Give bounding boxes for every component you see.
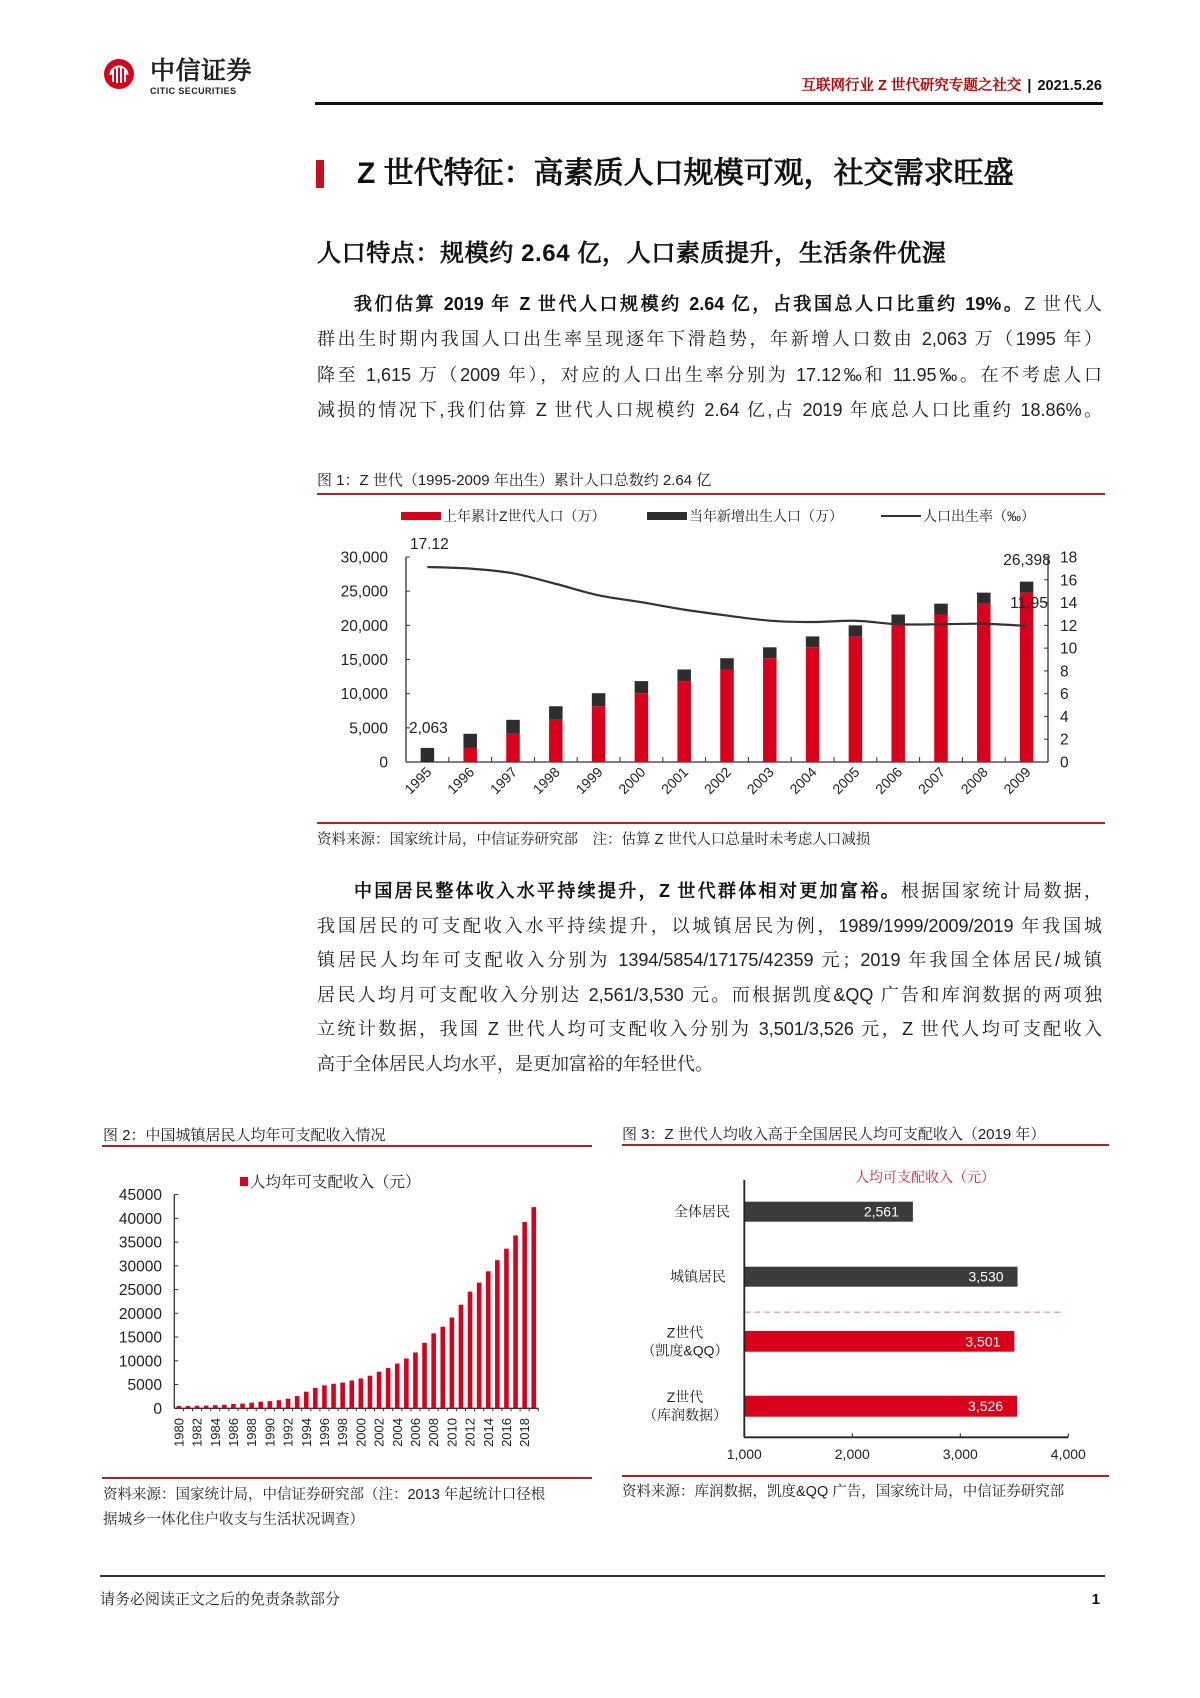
figure-2-top-rule (102, 1145, 592, 1147)
figure-3-chart (610, 1150, 1120, 1470)
income-bar (477, 1283, 482, 1409)
figure-1-title: 图 1：Z 世代（1995-2009 年出生）累计人口总数约 2.64 亿 (317, 472, 712, 489)
x-axis-label: 1998 (529, 763, 563, 798)
x-axis-label: 2006 (407, 1418, 423, 1447)
report-header (802, 77, 1103, 95)
x-axis-label: 2005 (829, 763, 863, 798)
paragraph-population (317, 287, 1102, 428)
bar-value-label: 3,501 (965, 1333, 1001, 1350)
right-axis-label: 18 (1060, 549, 1078, 567)
bar-new-births (806, 636, 820, 647)
left-axis-label: 15,000 (340, 652, 388, 669)
chart3-canvas (641, 1169, 1086, 1462)
income-bar (349, 1381, 354, 1409)
x-axis-label: 2008 (426, 1418, 442, 1447)
category-label: （库润数据） (643, 1407, 727, 1424)
income-bar (295, 1396, 300, 1408)
x-axis-label: 1,000 (726, 1446, 762, 1462)
bar-new-births (677, 669, 691, 681)
right-axis-label: 0 (1060, 754, 1069, 772)
x-axis-label: 2000 (353, 1418, 369, 1447)
x-axis-label: 1996 (316, 1418, 332, 1447)
income-bar (495, 1260, 500, 1408)
bar-cumulative (720, 669, 734, 762)
chart1-canvas (341, 508, 1078, 797)
x-axis-label: 2006 (871, 763, 906, 798)
paragraph-line: 高于全体居民人均水平，是更加富裕的年轻世代。 (317, 1053, 713, 1074)
income-bar (504, 1249, 509, 1409)
income-bar (359, 1378, 364, 1408)
x-axis-label: 2000 (615, 763, 649, 798)
income-bar (258, 1402, 263, 1409)
logo-text-en: CITIC SECURITIES (150, 86, 237, 96)
right-axis-label: 8 (1060, 663, 1069, 681)
bar-cumulative (635, 693, 649, 762)
bold-lead: 中国居民整体收入水平持续提升，Z 世代群体相对更加富裕。 (354, 881, 901, 901)
chart3-legend: 人均可支配收入（元） (855, 1169, 995, 1185)
income-bar (177, 1406, 182, 1408)
bar-new-births (506, 720, 520, 734)
bar-new-births (1020, 582, 1034, 593)
bar-cumulative (506, 734, 520, 762)
y-axis-label: 35000 (118, 1234, 162, 1252)
right-axis-label: 10 (1060, 640, 1078, 658)
bar-cumulative (849, 636, 863, 762)
income-bar (486, 1271, 491, 1408)
section-marker (316, 160, 324, 188)
x-axis-label: 2002 (371, 1418, 387, 1447)
y-axis-label: 40000 (118, 1210, 162, 1228)
subsection-title: 人口特点：规模约 2.64 亿，人口素质提升，生活条件优渥 (317, 240, 947, 267)
x-axis-label: 3,000 (942, 1446, 978, 1462)
data-label: 17.12 (410, 536, 449, 553)
category-label: 城镇居民 (670, 1268, 726, 1285)
source-line: 资料来源：国家统计局，中信证券研究部（注：2013 年起统计口径根 (103, 1487, 546, 1503)
section-title: Z 世代特征：高素质人口规模可观，社交需求旺盛 (357, 157, 1014, 190)
income-bar (268, 1401, 273, 1408)
paragraph-line: 群出生时期内我国人口出生率呈现逐年下滑趋势，年新增人口数由 2,063 万（1995 年） (317, 329, 1102, 350)
report-series-title: 互联网行业 Z 世代研究专题之社交 (801, 78, 1022, 94)
x-axis-label: 1992 (280, 1418, 296, 1447)
bar-new-births (977, 593, 991, 604)
category-label: Z世代 (666, 1324, 704, 1341)
paragraph-line: 减损的情况下,我们估算 Z 世代人口规模约 2.64 亿,占 2019 年底总人口比重约 18.86%。 (317, 399, 1102, 420)
figure-3-bottom-rule (622, 1475, 1109, 1477)
x-axis-label: 1994 (298, 1418, 314, 1447)
bar-new-births (720, 658, 734, 669)
x-axis-label: 1984 (207, 1418, 223, 1447)
income-bar (322, 1385, 327, 1408)
report-date: 2021.5.26 (1037, 78, 1102, 94)
y-axis-label: 25000 (118, 1282, 162, 1300)
income-bar (468, 1292, 473, 1409)
x-axis-label: 2001 (657, 763, 692, 798)
x-axis-label: 1982 (189, 1418, 205, 1447)
left-axis-label: 0 (379, 754, 388, 772)
right-axis-label: 2 (1060, 731, 1069, 749)
income-bar (513, 1235, 518, 1408)
x-axis-label: 1998 (335, 1418, 351, 1447)
x-axis-label: 1997 (486, 763, 521, 798)
right-axis-label: 4 (1060, 708, 1069, 726)
income-bar (531, 1207, 536, 1408)
bar-cumulative (934, 615, 948, 762)
bar-cumulative (549, 720, 563, 762)
source-line: 据城乡一体化住户收支与生活状况调查） (103, 1512, 364, 1528)
legend-swatch (401, 512, 441, 520)
x-axis-label: 2012 (462, 1418, 478, 1447)
left-axis-label: 30,000 (340, 549, 388, 567)
income-bar (277, 1400, 282, 1408)
category-label: Z世代 (666, 1389, 704, 1406)
figure-2-bottom-rule (102, 1477, 592, 1479)
x-axis-label: 1980 (171, 1418, 187, 1447)
line-text: 根据国家统计局数据， (901, 881, 1102, 901)
bar-cumulative (592, 706, 606, 762)
paragraph-line (317, 287, 1102, 322)
legend-label: 人均年可支配收入（元） (250, 1174, 421, 1191)
figure-3-title: 图 3：Z 世代人均收入高于全国居民人均可支配收入（2019 年） (622, 1126, 1046, 1143)
income-bar (286, 1399, 291, 1409)
x-axis-label: 1988 (244, 1418, 260, 1447)
bar-cumulative (806, 647, 820, 762)
logo-text-cn: 中信证券 (150, 58, 253, 85)
income-bar (413, 1352, 418, 1408)
bar-new-births (421, 748, 435, 762)
x-axis-label: 4,000 (1050, 1446, 1086, 1462)
legend-label: 人口出生率（‰） (923, 508, 1035, 524)
line-text: Z 世代人 (1024, 294, 1102, 314)
bar-new-births (849, 625, 863, 636)
income-bar (377, 1372, 382, 1409)
figure-1-bottom-rule (317, 822, 1105, 824)
header-separator: | (1027, 78, 1032, 94)
bar-cumulative (891, 625, 905, 762)
left-axis-label: 20,000 (340, 617, 388, 635)
right-axis-label: 16 (1060, 572, 1078, 590)
category-label: 全体居民 (674, 1203, 730, 1220)
income-bar (231, 1404, 236, 1408)
income-bar (204, 1406, 209, 1409)
income-bar (422, 1343, 427, 1408)
bar-value-label: 2,561 (863, 1203, 899, 1220)
paragraph-line: 镇居民人均年可支配收入分别为 1394/5854/17175/42359 元；2019 年我国全体居民/城镇 (317, 950, 1102, 970)
figure-2-chart (95, 1150, 595, 1470)
income-bar (440, 1327, 445, 1409)
figure-1-chart (317, 500, 1105, 818)
paragraph-line: 立统计数据，我国 Z 世代人均可支配收入分别为 3,501/3,526 元，Z 世代人均可支配收入 (317, 1019, 1102, 1039)
x-axis-label: 2004 (786, 763, 820, 798)
bar-value-label: 3,530 (968, 1268, 1004, 1285)
bar-new-births (463, 734, 477, 748)
x-axis-label: 1999 (572, 763, 606, 798)
bar-cumulative (977, 604, 991, 762)
bar-new-births (592, 693, 606, 706)
bar-cumulative (677, 681, 691, 762)
chart1-legend (401, 508, 1035, 524)
income-bar (186, 1406, 191, 1408)
page-header (0, 0, 1200, 110)
x-axis-label: 2016 (498, 1418, 514, 1447)
paragraph-line: 居民人均月可支配收入分别达 2,561/3,530 元。而根据凯度&QQ 广告和库润数据的两项独 (317, 984, 1102, 1005)
right-axis-label: 12 (1060, 617, 1078, 635)
figure-1-source: 资料来源：国家统计局，中信证券研究部 注：估算 Z 世代人口总量时未考虑人口减损 (317, 832, 871, 848)
y-axis-label: 5000 (127, 1377, 162, 1395)
x-axis-label: 1990 (262, 1418, 278, 1447)
category-label: （凯度&QQ） (641, 1342, 729, 1359)
income-bar (331, 1384, 336, 1409)
data-label: 2,063 (409, 720, 448, 737)
income-bar (368, 1376, 373, 1409)
right-axis-label: 14 (1060, 595, 1078, 613)
x-axis-label: 1986 (225, 1418, 241, 1447)
bar-new-births (549, 706, 563, 720)
income-bar (240, 1404, 245, 1409)
x-axis-label: 2014 (480, 1418, 496, 1447)
x-axis-label: 2007 (914, 763, 949, 798)
y-axis-label: 10000 (118, 1353, 162, 1371)
page-number: 1 (1091, 1591, 1100, 1608)
x-axis-label: 2004 (389, 1418, 405, 1447)
y-axis-label: 20000 (118, 1305, 162, 1323)
bar-value-label: 3,526 (968, 1398, 1004, 1415)
legend-label: 当年新增出生人口（万） (689, 508, 843, 524)
bold-lead: 我们估算 2019 年 Z 世代人口规模约 2.64 亿，占我国总人口比重约 19%。 (354, 294, 1025, 314)
income-bar (522, 1222, 527, 1408)
legend-label: 上年累计Z世代人口（万） (443, 508, 606, 524)
income-bar (195, 1406, 200, 1409)
income-bar (459, 1305, 464, 1409)
left-axis-label: 10,000 (340, 686, 388, 704)
figure-2-title: 图 2：中国城镇居民人均年可支配收入情况 (103, 1127, 386, 1144)
y-axis-label: 45000 (118, 1187, 162, 1205)
income-bar (213, 1405, 218, 1408)
citic-logo-icon (103, 58, 135, 90)
header-rule (315, 102, 1103, 105)
data-label: 26,398 (1003, 552, 1051, 569)
income-bar (431, 1333, 436, 1408)
left-axis-label: 25,000 (340, 583, 388, 601)
x-axis-label: 1995 (401, 763, 435, 798)
x-axis-label: 2010 (444, 1418, 460, 1447)
figure-3-top-rule (622, 1144, 1109, 1146)
data-label: 11.95 (1010, 595, 1048, 612)
figure-3-source: 资料来源：库润数据，凯度&QQ 广告，国家统计局，中信证券研究部 (622, 1484, 1065, 1500)
legend-swatch (240, 1177, 248, 1186)
income-bar (249, 1403, 254, 1409)
income-bar (450, 1318, 455, 1409)
bar-new-births (763, 647, 777, 658)
income-bar (340, 1383, 345, 1409)
left-axis-label: 5,000 (349, 720, 388, 738)
income-bar (395, 1364, 400, 1409)
bar-cumulative (763, 658, 777, 762)
paragraph-line (317, 874, 1102, 909)
y-axis-label: 30000 (118, 1258, 162, 1276)
legend-swatch (647, 512, 687, 520)
x-axis-label: 2018 (517, 1418, 533, 1447)
paragraph-line: 我国居民的可支配收入水平持续提升，以城镇居民为例，1989/1999/2009/2019 年我国城 (317, 915, 1102, 936)
income-bar (404, 1358, 409, 1408)
x-axis-label: 2002 (700, 763, 735, 798)
income-bar (304, 1392, 309, 1409)
bar-cumulative (1020, 593, 1034, 762)
x-axis-label: 2008 (957, 763, 991, 798)
income-bar (222, 1405, 227, 1409)
y-axis-label: 15000 (118, 1329, 162, 1347)
x-axis-label: 2009 (1000, 763, 1034, 798)
bar-new-births (934, 604, 948, 615)
x-axis-label: 2003 (743, 763, 777, 798)
footer-rule (100, 1575, 1105, 1577)
bar-cumulative (463, 748, 477, 762)
chart2-canvas (119, 1172, 538, 1447)
figure-2-source (103, 1483, 545, 1533)
x-axis-label: 2,000 (834, 1446, 870, 1462)
right-axis-label: 6 (1060, 686, 1069, 704)
paragraph-income (317, 874, 1102, 1081)
income-bar (386, 1368, 391, 1408)
bar-new-births (635, 681, 649, 693)
paragraph-line: 降至 1,615 万（2009 年），对应的人口出生率分别为 17.12‰和 11.95‰。在不考虑人口 (317, 364, 1102, 385)
y-axis-label: 0 (153, 1400, 162, 1418)
income-bar (313, 1388, 318, 1408)
x-axis-label: 1996 (443, 763, 478, 798)
footer-disclaimer: 请务必阅读正文之后的免责条款部分 (100, 1591, 341, 1608)
figure-1-top-rule (317, 493, 1105, 495)
